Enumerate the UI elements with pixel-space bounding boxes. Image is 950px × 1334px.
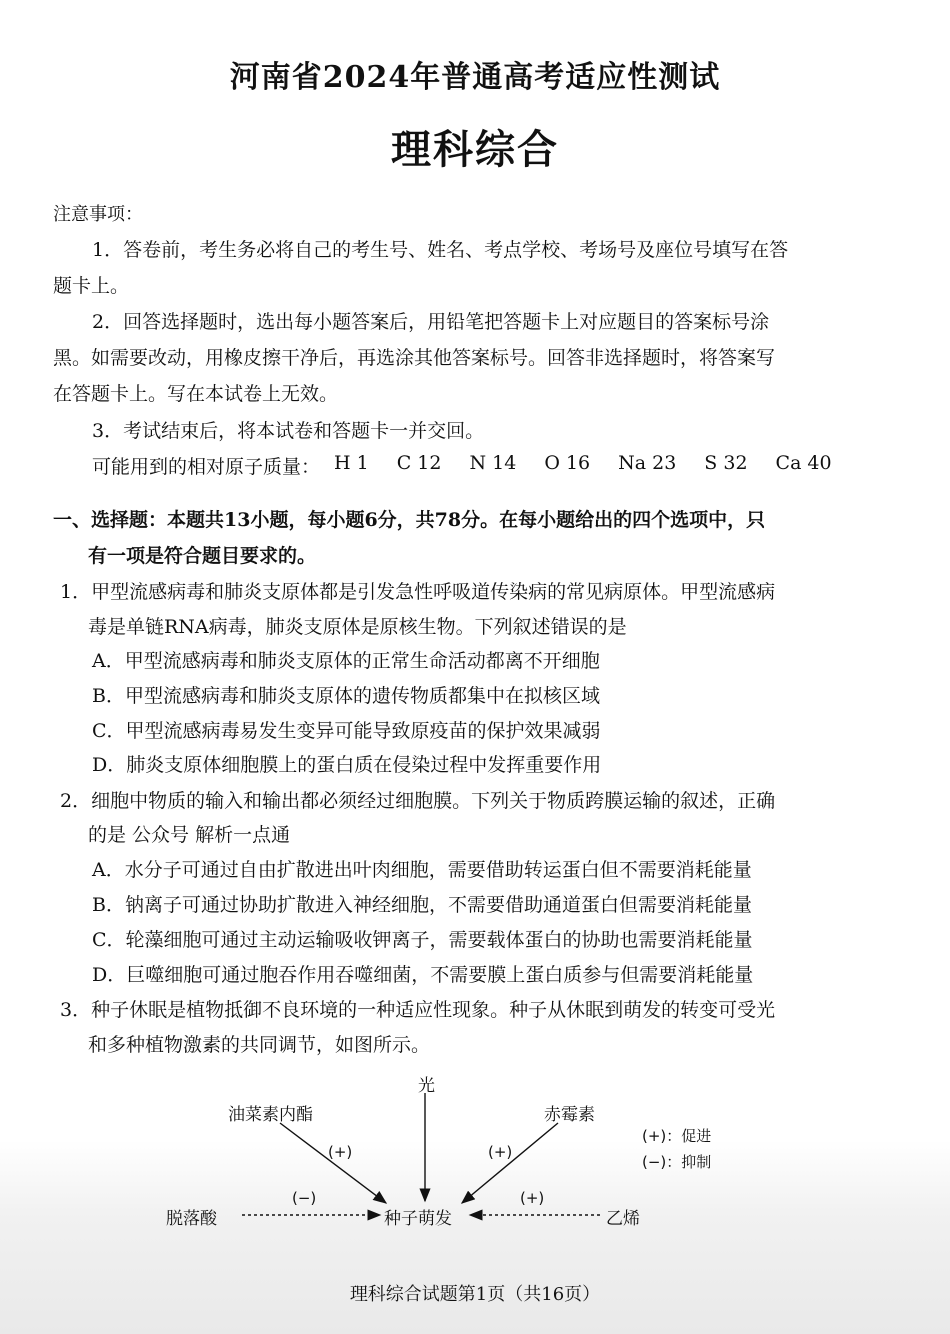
label-seed-germination: 种子萌发 bbox=[384, 1209, 452, 1229]
question-stem: 1．甲型流感病毒和肺炎支原体都是引发急性呼吸道传染病的常见病原体。甲型流感病 bbox=[60, 581, 776, 603]
notice-line: 1．答卷前，考生务必将自己的考生号、姓名、考点学校、考场号及座位号填写在答 bbox=[92, 239, 789, 261]
exam-subject: 理科综合 bbox=[391, 127, 559, 173]
label-brassinolide: 油菜素内酯 bbox=[228, 1105, 313, 1125]
answer-option: B．甲型流感病毒和肺炎支原体的遗传物质都集中在拟核区域 bbox=[92, 685, 600, 707]
section-heading: 有一项是符合题目要求的。 bbox=[88, 545, 317, 567]
atomic-mass-row bbox=[92, 452, 860, 479]
question-stem: 毒是单链RNA病毒，肺炎支原体是原核生物。下列叙述错误的是 bbox=[88, 616, 627, 638]
label-ethylene: 乙烯 bbox=[606, 1209, 640, 1229]
question-stem: 2．细胞中物质的输入和输出都必须经过细胞膜。下列关于物质跨膜运输的叙述，正确 bbox=[60, 790, 776, 812]
label-abscisic-acid: 脱落酸 bbox=[166, 1209, 217, 1229]
atomic-mass: S 32 bbox=[704, 452, 748, 474]
label-light: 光 bbox=[418, 1076, 435, 1096]
section-heading: 一、选择题：本题共13小题，每小题6分，共78分。在每小题给出的四个选项中，只 bbox=[53, 509, 766, 531]
atomic-mass: N 14 bbox=[469, 452, 517, 474]
notice-line: 题卡上。 bbox=[53, 275, 130, 297]
answer-option: A．水分子可通过自由扩散进出叶肉细胞，需要借助转运蛋白但不需要消耗能量 bbox=[92, 859, 752, 881]
notice-line: 3．考试结束后，将本试卷和答题卡一并交回。 bbox=[92, 420, 485, 442]
atomic-mass: C 12 bbox=[396, 452, 442, 474]
atomic-mass: Ca 40 bbox=[775, 452, 832, 474]
atomic-mass: H 1 bbox=[334, 452, 369, 474]
sign-promote: (+) bbox=[328, 1143, 353, 1161]
notice-line: 黑。如需要改动，用橡皮擦干净后，再选涂其他答案标号。回答非选择题时，将答案写 bbox=[53, 347, 776, 369]
atomic-mass-label: 可能用到的相对原子质量： bbox=[92, 456, 321, 478]
answer-option: C．轮藻细胞可通过主动运输吸收钾离子，需要载体蛋白的协助也需要消耗能量 bbox=[92, 929, 753, 951]
notice-heading: 注意事项： bbox=[53, 204, 143, 225]
question-stem: 3．种子休眠是植物抵御不良环境的一种适应性现象。种子从休眠到萌发的转变可受光 bbox=[60, 999, 776, 1021]
notice-line: 2．回答选择题时，选出每小题答案后，用铅笔把答题卡上对应题目的答案标号涂 bbox=[92, 311, 770, 333]
sign-inhibit: (−) bbox=[292, 1189, 317, 1207]
legend-inhibit: (−)：抑制 bbox=[642, 1153, 712, 1171]
answer-option: C．甲型流感病毒易发生变异可能导致原疫苗的保护效果减弱 bbox=[92, 720, 601, 742]
label-gibberellin: 赤霉素 bbox=[544, 1105, 595, 1125]
notice-line: 在答题卡上。写在本试卷上无效。 bbox=[53, 383, 339, 405]
question-stem: 的是 公众号 解析一点通 bbox=[88, 824, 291, 846]
legend-promote: (+)：促进 bbox=[642, 1127, 712, 1145]
sign-promote: (+) bbox=[520, 1189, 545, 1207]
sign-promote: (+) bbox=[488, 1143, 513, 1161]
answer-option: B．钠离子可通过协助扩散进入神经细胞，不需要借助通道蛋白但需要消耗能量 bbox=[92, 894, 752, 916]
answer-option: D．巨噬细胞可通过胞吞作用吞噬细菌，不需要膜上蛋白质参与但需要消耗能量 bbox=[92, 964, 754, 986]
diagram-arrows bbox=[160, 1065, 760, 1235]
answer-option: D．肺炎支原体细胞膜上的蛋白质在侵染过程中发挥重要作用 bbox=[92, 754, 602, 776]
answer-option: A．甲型流感病毒和肺炎支原体的正常生命活动都离不开细胞 bbox=[92, 650, 600, 672]
atomic-mass: O 16 bbox=[544, 452, 591, 474]
exam-title: 河南省2024年普通高考适应性测试 bbox=[229, 60, 721, 95]
question-stem: 和多种植物激素的共同调节，如图所示。 bbox=[88, 1034, 431, 1056]
page-footer: 理科综合试题第1页（共16页） bbox=[349, 1284, 601, 1305]
atomic-mass: Na 23 bbox=[618, 452, 677, 474]
seed-germination-diagram bbox=[160, 1065, 760, 1235]
